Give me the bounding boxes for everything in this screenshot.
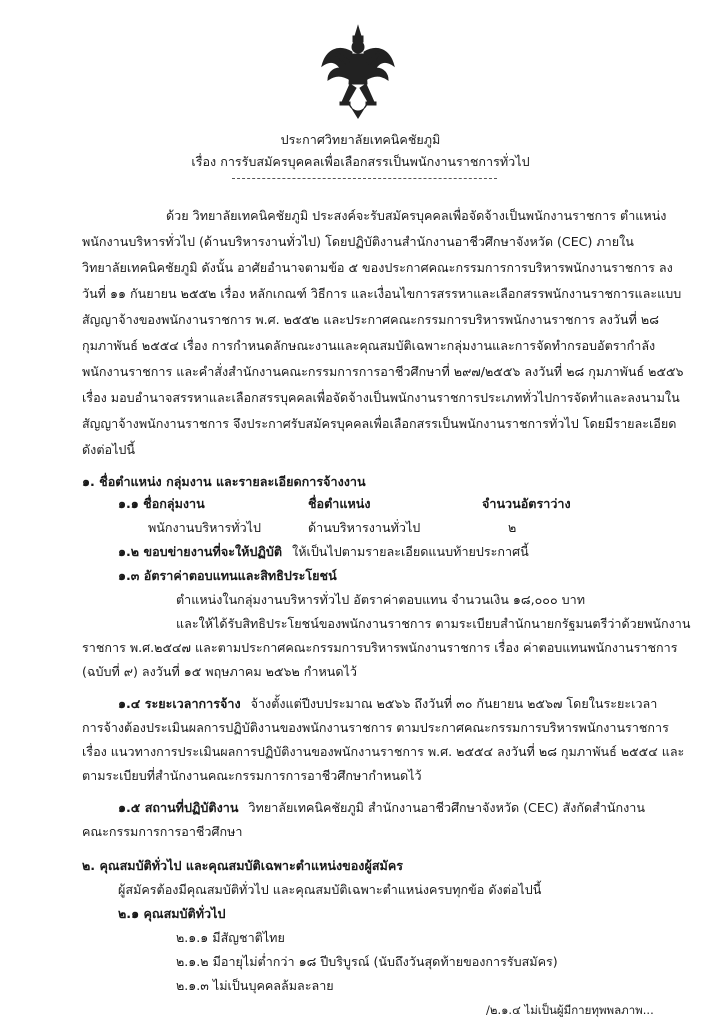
table-cell-group: พนักงานบริหารทั่วไป [148, 520, 261, 535]
intro-line: ดังต่อไปนี้ [82, 442, 136, 457]
header-line-1: ประกาศวิทยาลัยเทคนิคชัยภูมิ [280, 132, 441, 147]
intro-line: วันที่ ๑๑ กันยายน ๒๕๕๒ เรื่อง หลักเกณฑ์ วิธีการ และเงื่อนไขการสรรหาและเลือกสรรพนักงานราชการและแบบ [82, 286, 682, 301]
intro-line: พนักงานบริหารทั่วไป (ด้านบริหารงานทั่วไป) โดยปฏิบัติงานสำนักงานอาชีวศึกษาจังหวัด (CEC) ภายใน [82, 234, 634, 249]
section-1-2-title: ๑.๒ ขอบข่ายงานที่จะให้ปฏิบัติ [118, 544, 283, 559]
intro-line: สัญญาจ้างของพนักงานราชการ พ.ศ. ๒๕๕๒ และประกาศคณะกรรมการบริหารพนักงานราชการ ลงวันที่ ๒๘ [82, 312, 659, 327]
continuation-note: /๒.๑.๔ ไม่เป็นผู้มีกายทุพพลภาพ... [486, 1003, 654, 1017]
section-1-2 [118, 542, 529, 562]
list-item: ๒.๑.๒ มีอายุไม่ต่ำกว่า ๑๘ ปีบริบูรณ์ (นับถึงวันสุดท้ายของการรับสมัคร) [176, 954, 558, 969]
section-1-5 [118, 798, 645, 818]
section-1-3-line: ราชการ พ.ศ.๒๕๔๗ และตามประกาศคณะกรรมการบริหารพนักงานราชการ เรื่อง ค่าตอบแทนพนักงานราชการ [82, 640, 678, 655]
intro-line: ด้วย วิทยาลัยเทคนิคชัยภูมิ ประสงค์จะรับสมัครบุคคลเพื่อจัดจ้างเป็นพนักงานราชการ ตำแหน่ง [166, 208, 667, 223]
list-item: ๒.๑.๓ ไม่เป็นบุคคลล้มละลาย [176, 978, 334, 993]
intro-line: สัญญาจ้างพนักงานราชการ จึงประกาศรับสมัครบุคคลเพื่อเลือกสรรเป็นพนักงานราชการทั่วไป โดยมีรายละเอียด [82, 416, 677, 431]
section-1-2-text: ให้เป็นไปตามรายละเอียดแนบท้ายประกาศนี้ [292, 544, 529, 559]
section-1-3-line: และให้ได้รับสิทธิประโยชน์ของพนักงานราชการ ตามระเบียบสำนักนายกรัฐมนตรีว่าด้วยพนักงาน [176, 616, 691, 631]
list-item: ๒.๑.๑ มีสัญชาติไทย [176, 930, 285, 945]
section-1-5-title: ๑.๕ สถานที่ปฏิบัติงาน [118, 800, 239, 815]
section-1-4 [118, 694, 657, 714]
section-2-1-title: ๒.๑ คุณสมบัติทั่วไป [118, 906, 226, 921]
intro-line: พนักงานราชการ และคำสั่งสำนักงานคณะกรรมการการอาชีวศึกษาที่ ๒๙๗/๒๕๕๖ ลงวันที่ ๒๘ กุมภาพันธ์ ๒๕๕๖ [82, 364, 684, 379]
intro-line: วิทยาลัยเทคนิคชัยภูมิ ดังนั้น อาศัยอำนาจตามข้อ ๕ ของประกาศคณะกรรมการการบริหารพนักงานราชการ ลง [82, 260, 673, 275]
section-1-4-line: ตามระเบียบที่สำนักงานคณะกรรมการการอาชีวศึกษากำหนดไว้ [82, 768, 422, 783]
header-line-2: เรื่อง การรับสมัครบุคคลเพื่อเลือกสรรเป็นพนักงานราชการทั่วไป [191, 154, 530, 169]
section-2-intro: ผู้สมัครต้องมีคุณสมบัติทั่วไป และคุณสมบัติเฉพาะตำแหน่งครบทุกข้อ ดังต่อไปนี้ [118, 882, 542, 897]
table-cell-position: ด้านบริหารงานทั่วไป [308, 520, 421, 535]
section-1-3-title: ๑.๓ อัตราค่าตอบแทนและสิทธิประโยชน์ [118, 568, 337, 583]
section-1-4-first: จ้างตั้งแต่ปีงบประมาณ ๒๕๖๖ ถึงวันที่ ๓๐ กันยายน ๒๕๖๗ โดยในระยะเวลา [250, 696, 658, 711]
header-divider [232, 178, 497, 179]
section-1-4-title: ๑.๔ ระยะเวลาการจ้าง [118, 696, 241, 711]
intro-line: กุมภาพันธ์ ๒๕๕๔ เรื่อง การกำหนดลักษณะงานและคุณสมบัติเฉพาะกลุ่มงานและการจัดทำกรอบอัตรากำลัง [82, 338, 656, 353]
intro-line: เรื่อง มอบอำนาจสรรหาและเลือกสรรบุคคลเพื่อจัดจ้างเป็นพนักงานราชการประเภททั่วไปการจัดทำและลงนามใน [82, 390, 680, 405]
table-header-position: ชื่อตำแหน่ง [308, 496, 371, 511]
section-2-title: ๒. คุณสมบัติทั่วไป และคุณสมบัติเฉพาะตำแหน่งของผู้สมัคร [82, 858, 404, 873]
section-1-4-line: การจ้างต้องประเมินผลการปฏิบัติงานของพนักงานราชการ ตามประกาศคณะกรรมการบริหารพนักงานราชการ [82, 720, 669, 735]
section-1-5-line: คณะกรรมการการอาชีวศึกษา [82, 824, 243, 839]
section-1-4-line: เรื่อง แนวทางการประเมินผลการปฏิบัติงานของพนักงานราชการ พ.ศ. ๒๕๕๔ ลงวันที่ ๒๘ กุมภาพันธ์ ๒๕๕๔ และ [82, 744, 685, 759]
table-header-group: ๑.๑ ชื่อกลุ่มงาน [118, 496, 205, 511]
table-header-vacancies: จำนวนอัตราว่าง [482, 496, 571, 511]
section-1-3-line: (ฉบับที่ ๙) ลงวันที่ ๑๕ พฤษภาคม ๒๕๖๒ กำหนดไว้ [82, 664, 357, 679]
section-1-title: ๑. ชื่อตำแหน่ง กลุ่มงาน และรายละเอียดการจ้างงาน [82, 474, 366, 489]
garuda-emblem-icon [318, 22, 398, 122]
section-1-3-line: ตำแหน่งในกลุ่มงานบริหารทั่วไป อัตราค่าตอบแทน จำนวนเงิน ๑๘,๐๐๐ บาท [176, 592, 586, 607]
section-1-5-first: วิทยาลัยเทคนิคชัยภูมิ สำนักงานอาชีวศึกษาจังหวัด (CEC) สังกัดสำนักงาน [248, 800, 645, 815]
table-cell-vacancies: ๒ [508, 520, 517, 535]
